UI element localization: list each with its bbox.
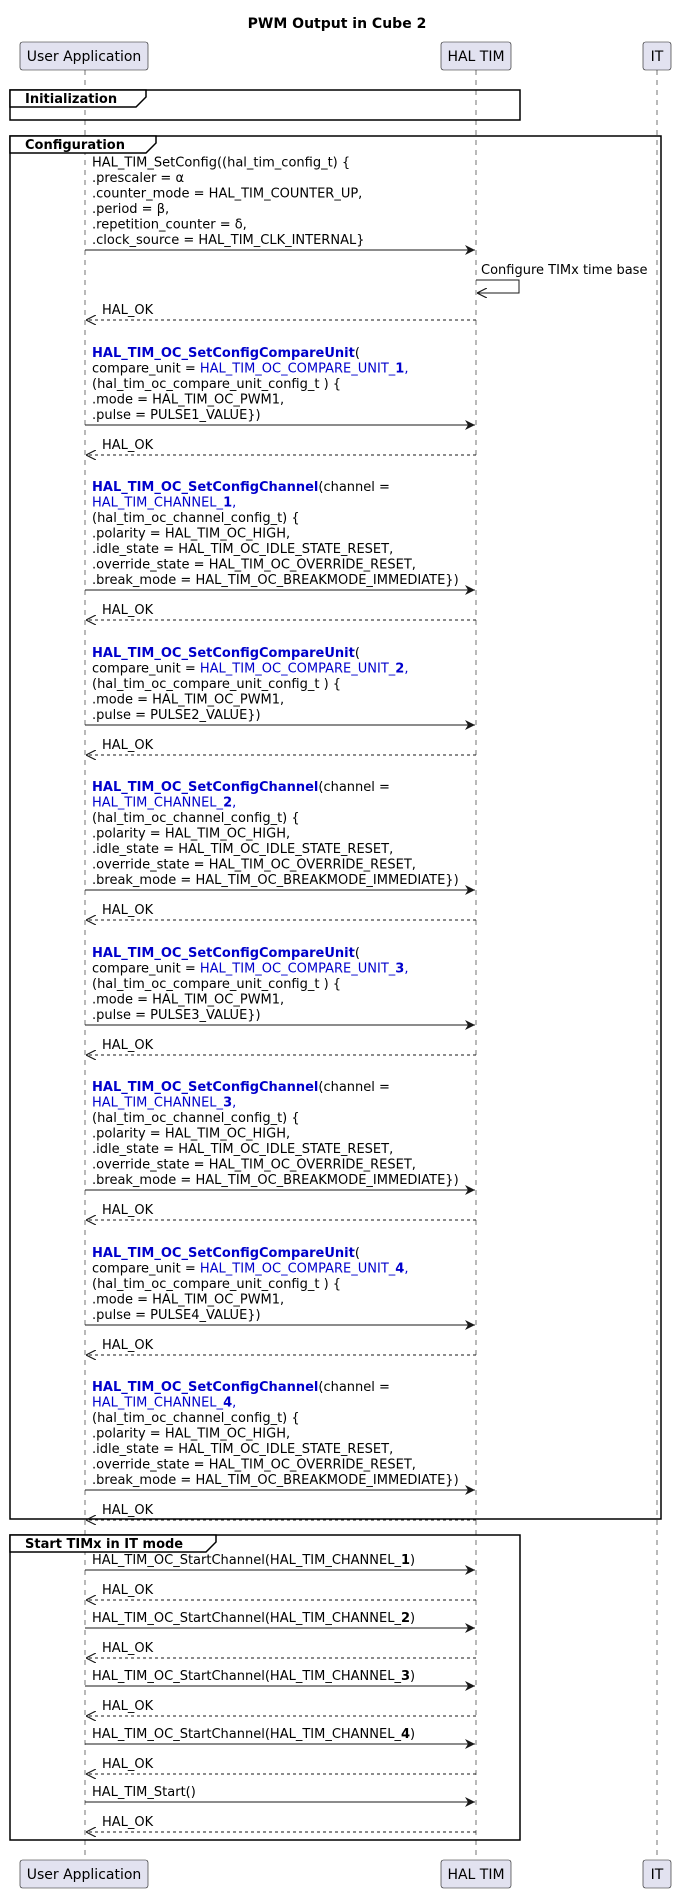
message-label-segment: .pulse = PULSE4_VALUE})	[92, 1308, 261, 1323]
message-label-segment: (	[354, 346, 360, 361]
message-label-line	[102, 1038, 154, 1053]
message-label-segment: HAL_OK	[102, 1338, 154, 1353]
message-label-line	[92, 573, 459, 588]
message-label-segment: .break_mode = HAL_TIM_OC_BREAKMODE_IMMEDIATE})	[92, 873, 459, 888]
message-label-segment: HAL_OK	[102, 1699, 154, 1714]
message-label-segment: HAL_TIM_OC_SetConfigCompareUnit	[92, 1246, 355, 1261]
message-label-segment: .override_state = HAL_TIM_OC_OVERRIDE_RESET,	[92, 1457, 416, 1473]
participant-label: User Application	[26, 49, 142, 65]
message-sync	[85, 346, 475, 425]
message-label-segment: (channel =	[318, 1380, 390, 1395]
message-label-segment: (hal_tim_oc_compare_unit_config_t ) {	[92, 377, 342, 392]
message-sync	[85, 1080, 475, 1190]
message-label-segment: 1	[223, 495, 233, 511]
message-label-line	[92, 187, 362, 202]
message-label-segment: .polarity = HAL_TIM_OC_HIGH,	[92, 1126, 291, 1142]
fragment-label: Configuration	[25, 138, 125, 153]
message-label-segment: )	[410, 1669, 416, 1684]
message-label-segment: HAL_TIM_OC_SetConfigCompareUnit	[92, 346, 355, 361]
message-sync	[85, 780, 475, 890]
message-label-line	[92, 842, 393, 857]
participant-label: HAL TIM	[447, 49, 505, 65]
message-label-segment: HAL_OK	[102, 1757, 154, 1772]
message-sync	[85, 1611, 475, 1628]
message-label-segment: (	[354, 946, 360, 961]
message-label-segment: 1	[395, 361, 405, 377]
message-label-segment: HAL_TIM_OC_SetConfigChannel	[92, 1080, 319, 1095]
message-label-line	[92, 156, 350, 171]
message-label-segment: compare_unit =	[92, 361, 200, 377]
message-label-segment: )	[410, 1727, 416, 1742]
message-sync	[85, 1246, 475, 1325]
message-label-line	[92, 377, 341, 392]
message-label-line	[92, 171, 184, 186]
message-return	[86, 1641, 476, 1658]
message-return	[86, 1203, 476, 1220]
message-label-segment: (channel =	[318, 1080, 390, 1095]
message-label-segment: HAL_TIM_OC_COMPARE_UNIT_	[199, 1261, 396, 1277]
message-label-line	[102, 903, 154, 918]
message-label-segment: (hal_tim_oc_compare_unit_config_t ) {	[92, 977, 342, 992]
message-label-segment: HAL_TIM_OC_SetConfigCompareUnit	[92, 946, 355, 961]
message-label-segment: .idle_state = HAL_TIM_OC_IDLE_STATE_RESET,	[92, 842, 394, 857]
message-label-segment: .repetition_counter = δ,	[92, 217, 247, 233]
message-label-line	[92, 1553, 415, 1568]
message-label-segment: HAL_TIM_CHANNEL_	[92, 495, 224, 511]
message-label-segment: .override_state = HAL_TIM_OC_OVERRIDE_RESET,	[92, 557, 416, 573]
message-label-segment: HAL_OK	[102, 1583, 154, 1598]
fragment-initialization	[10, 90, 520, 120]
message-label-line	[92, 1727, 415, 1742]
message-label-segment: ,	[404, 661, 409, 677]
message-label-segment: Configure TIMx time base	[481, 263, 648, 278]
message-label-line	[92, 827, 290, 842]
message-label-line	[92, 1246, 360, 1261]
participant-hal-tim-top	[441, 42, 511, 70]
message-label-line	[102, 1203, 154, 1218]
fragment-label: Initialization	[25, 92, 118, 107]
message-label-segment: HAL_TIM_OC_SetConfigCompareUnit	[92, 646, 355, 661]
message-return	[86, 1757, 476, 1774]
message-sync	[85, 1669, 475, 1686]
message-label-line	[92, 1277, 341, 1292]
message-label-line	[92, 1111, 300, 1126]
message-return	[86, 903, 476, 920]
message-label-line	[92, 1293, 284, 1308]
message-label-segment: HAL_TIM_OC_COMPARE_UNIT_	[199, 361, 396, 377]
message-label-line	[92, 362, 408, 377]
message-label-segment: HAL_TIM_OC_StartChannel(HAL_TIM_CHANNEL_	[92, 1553, 401, 1568]
message-label-line	[92, 1396, 236, 1411]
message-label-segment: 1	[400, 1553, 411, 1568]
message-label-segment: 4	[223, 1395, 233, 1411]
message-label-line	[102, 1699, 154, 1714]
message-label-segment: (hal_tim_oc_channel_config_t) {	[92, 511, 300, 526]
message-label-line	[102, 1503, 154, 1518]
message-label-segment: HAL_OK	[102, 1503, 154, 1518]
message-label-segment: (hal_tim_oc_compare_unit_config_t ) {	[92, 677, 342, 692]
message-label-line	[102, 603, 154, 618]
message-label-line	[92, 511, 300, 526]
message-label-line	[102, 1815, 154, 1830]
message-label-segment: HAL_TIM_OC_StartChannel(HAL_TIM_CHANNEL_	[92, 1669, 401, 1684]
message-label-segment: HAL_TIM_CHANNEL_	[92, 795, 224, 811]
message-label-segment: )	[410, 1611, 416, 1626]
message-label-line	[92, 1611, 415, 1626]
message-label-segment: .break_mode = HAL_TIM_OC_BREAKMODE_IMMEDIATE})	[92, 573, 459, 588]
message-label-segment: .mode = HAL_TIM_OC_PWM1,	[92, 1292, 285, 1308]
message-label-line	[92, 1458, 416, 1473]
message-label-line	[92, 1173, 459, 1188]
message-label-segment: HAL_TIM_OC_SetConfigChannel	[92, 780, 319, 795]
message-label-segment: .pulse = PULSE3_VALUE})	[92, 1008, 261, 1023]
message-label-segment: ,	[404, 361, 409, 377]
message-label-line	[92, 962, 408, 977]
message-label-line	[102, 1338, 154, 1353]
message-label-segment: (hal_tim_oc_compare_unit_config_t ) {	[92, 1277, 342, 1292]
message-label-line	[92, 646, 360, 661]
message-label-segment: .prescaler = α	[92, 171, 185, 186]
message-label-segment: 2	[223, 795, 233, 811]
message-label-line	[92, 780, 390, 795]
message-label-line	[92, 218, 247, 233]
message-label-segment: .counter_mode = HAL_TIM_COUNTER_UP,	[92, 186, 363, 202]
message-label-line	[92, 1380, 390, 1395]
message-label-line	[92, 1442, 393, 1457]
message-label-segment: .idle_state = HAL_TIM_OC_IDLE_STATE_RESET,	[92, 1442, 394, 1457]
message-return	[86, 1583, 476, 1600]
participant-it-bottom	[643, 1860, 671, 1888]
message-label-line	[92, 858, 416, 873]
message-label-segment: HAL_TIM_OC_StartChannel(HAL_TIM_CHANNEL_	[92, 1611, 401, 1626]
message-label-segment: HAL_OK	[102, 438, 154, 453]
message-label-segment: HAL_OK	[102, 1815, 154, 1830]
fragment-label: Start TIMx in IT mode	[25, 1537, 184, 1552]
message-label-segment: 4	[400, 1727, 411, 1742]
message-sync	[85, 1380, 475, 1490]
message-label-line	[92, 873, 459, 888]
message-sync	[85, 1727, 475, 1744]
message-label-segment: .pulse = PULSE2_VALUE})	[92, 708, 261, 723]
participant-hal-tim-bottom	[441, 1860, 511, 1888]
message-return	[86, 1815, 476, 1832]
message-label-line	[92, 346, 360, 361]
message-label-line	[92, 1127, 290, 1142]
message-label-line	[92, 233, 364, 248]
self-message-arrow	[476, 280, 519, 293]
message-label-line	[92, 527, 290, 542]
participant-label: IT	[650, 49, 664, 65]
message-label-segment: HAL_TIM_OC_SetConfigChannel	[92, 1380, 319, 1395]
message-label-line	[102, 738, 154, 753]
message-label-segment: compare_unit =	[92, 1261, 200, 1277]
message-label-line	[92, 1080, 390, 1095]
message-label-segment: (channel =	[318, 480, 390, 495]
message-label-segment: ,	[404, 961, 409, 977]
message-label-line	[92, 1785, 196, 1800]
message-label-segment: (channel =	[318, 780, 390, 795]
message-label-line	[102, 1583, 154, 1598]
message-label-line	[92, 1669, 415, 1684]
message-label-line	[92, 496, 236, 511]
message-label-segment: .mode = HAL_TIM_OC_PWM1,	[92, 992, 285, 1008]
message-label-segment: (hal_tim_oc_channel_config_t) {	[92, 1111, 300, 1126]
message-sync	[85, 480, 475, 590]
participant-user-application-top	[20, 42, 148, 70]
message-label-segment: ,	[404, 1261, 409, 1277]
message-label-segment: .period = β,	[92, 202, 170, 217]
message-label-segment: 3	[400, 1669, 411, 1684]
message-label-segment: .pulse = PULSE1_VALUE})	[92, 408, 261, 423]
message-label-segment: HAL_TIM_SetConfig((hal_tim_config_t) {	[92, 155, 351, 171]
participant-label: HAL TIM	[447, 1867, 505, 1883]
diagram-title: PWM Output in Cube 2	[247, 16, 427, 32]
message-sync	[85, 946, 475, 1025]
participant-label: User Application	[26, 1867, 142, 1883]
message-label-segment: .mode = HAL_TIM_OC_PWM1,	[92, 692, 285, 708]
message-label-line	[92, 693, 284, 708]
message-label-segment: .override_state = HAL_TIM_OC_OVERRIDE_RESET,	[92, 857, 416, 873]
participant-label: IT	[650, 1867, 664, 1883]
message-label-line	[92, 202, 169, 217]
message-label-line	[92, 1142, 393, 1157]
message-label-line	[481, 263, 647, 278]
message-label-segment: .break_mode = HAL_TIM_OC_BREAKMODE_IMMEDIATE})	[92, 1173, 459, 1188]
message-label-segment: compare_unit =	[92, 961, 200, 977]
message-label-segment: 2	[395, 661, 405, 677]
message-label-segment: .override_state = HAL_TIM_OC_OVERRIDE_RESET,	[92, 1157, 416, 1173]
message-label-line	[102, 1757, 154, 1772]
message-label-line	[92, 480, 390, 495]
message-label-line	[92, 1427, 290, 1442]
message-label-segment: .mode = HAL_TIM_OC_PWM1,	[92, 392, 285, 408]
message-label-line	[92, 677, 341, 692]
message-label-segment: HAL_OK	[102, 303, 154, 318]
message-return	[86, 1338, 476, 1355]
message-label-segment: ,	[232, 795, 237, 811]
fragment-start-timx-in-it-mode	[10, 1535, 520, 1840]
message-label-line	[92, 1096, 236, 1111]
message-label-segment: HAL_TIM_OC_COMPARE_UNIT_	[199, 661, 396, 677]
message-label-segment: .polarity = HAL_TIM_OC_HIGH,	[92, 826, 291, 842]
message-label-line	[92, 558, 416, 573]
message-label-segment: 3	[223, 1095, 233, 1111]
message-label-line	[92, 542, 393, 557]
message-label-line	[92, 977, 341, 992]
message-label-segment: .idle_state = HAL_TIM_OC_IDLE_STATE_RESET,	[92, 542, 394, 557]
message-label-segment: .break_mode = HAL_TIM_OC_BREAKMODE_IMMEDIATE})	[92, 1473, 459, 1488]
message-label-segment: 4	[395, 1261, 405, 1277]
message-return	[86, 1699, 476, 1716]
message-label-segment: HAL_TIM_CHANNEL_	[92, 1395, 224, 1411]
message-return	[86, 438, 476, 455]
message-label-segment: HAL_TIM_OC_COMPARE_UNIT_	[199, 961, 396, 977]
message-label-segment: (hal_tim_oc_channel_config_t) {	[92, 811, 300, 826]
messages	[85, 156, 647, 1833]
message-sync	[85, 646, 475, 725]
message-label-segment: HAL_OK	[102, 738, 154, 753]
message-label-segment: (	[354, 646, 360, 661]
message-return	[86, 1503, 476, 1520]
message-label-line	[92, 1008, 261, 1023]
message-label-segment: HAL_OK	[102, 603, 154, 618]
message-return	[86, 603, 476, 620]
message-label-line	[92, 1308, 261, 1323]
message-label-line	[92, 946, 360, 961]
message-label-segment: .polarity = HAL_TIM_OC_HIGH,	[92, 526, 291, 542]
message-label-line	[92, 662, 408, 677]
message-label-line	[92, 811, 300, 826]
message-label-segment: HAL_TIM_OC_SetConfigChannel	[92, 480, 319, 495]
message-sync	[85, 1553, 475, 1570]
message-label-segment: HAL_OK	[102, 903, 154, 918]
message-sync	[85, 1785, 475, 1802]
message-label-segment: ,	[232, 1095, 237, 1111]
message-label-segment: HAL_TIM_Start()	[92, 1785, 196, 1800]
message-return	[86, 1038, 476, 1055]
message-label-segment: HAL_OK	[102, 1203, 154, 1218]
message-label-line	[92, 796, 236, 811]
message-label-line	[102, 1641, 154, 1656]
message-label-segment: 3	[395, 961, 405, 977]
message-label-segment: (	[354, 1246, 360, 1261]
message-label-line	[102, 303, 154, 318]
message-return	[86, 738, 476, 755]
message-label-line	[92, 393, 284, 408]
message-label-segment: ,	[232, 495, 237, 511]
participant-it-top	[643, 42, 671, 70]
message-label-line	[92, 1411, 300, 1426]
message-label-line	[92, 708, 261, 723]
message-label-segment: .polarity = HAL_TIM_OC_HIGH,	[92, 1426, 291, 1442]
message-label-segment: HAL_OK	[102, 1038, 154, 1053]
message-self	[476, 263, 647, 293]
message-label-line	[92, 1158, 416, 1173]
message-return	[86, 303, 476, 320]
message-label-segment: HAL_OK	[102, 1641, 154, 1656]
message-label-segment: .clock_source = HAL_TIM_CLK_INTERNAL}	[92, 233, 365, 248]
message-label-segment: (hal_tim_oc_channel_config_t) {	[92, 1411, 300, 1426]
message-label-segment: HAL_TIM_CHANNEL_	[92, 1095, 224, 1111]
message-label-segment: 2	[400, 1611, 411, 1626]
message-label-segment: .idle_state = HAL_TIM_OC_IDLE_STATE_RESET,	[92, 1142, 394, 1157]
message-label-line	[92, 1473, 459, 1488]
message-label-segment: compare_unit =	[92, 661, 200, 677]
message-label-line	[92, 1262, 408, 1277]
message-label-segment: )	[410, 1553, 416, 1568]
message-sync	[85, 156, 475, 251]
message-label-line	[92, 993, 284, 1008]
message-label-segment: HAL_TIM_OC_StartChannel(HAL_TIM_CHANNEL_	[92, 1727, 401, 1742]
message-label-line	[92, 408, 261, 423]
message-label-line	[102, 438, 154, 453]
message-label-segment: ,	[232, 1395, 237, 1411]
participant-user-application-bottom	[20, 1860, 148, 1888]
